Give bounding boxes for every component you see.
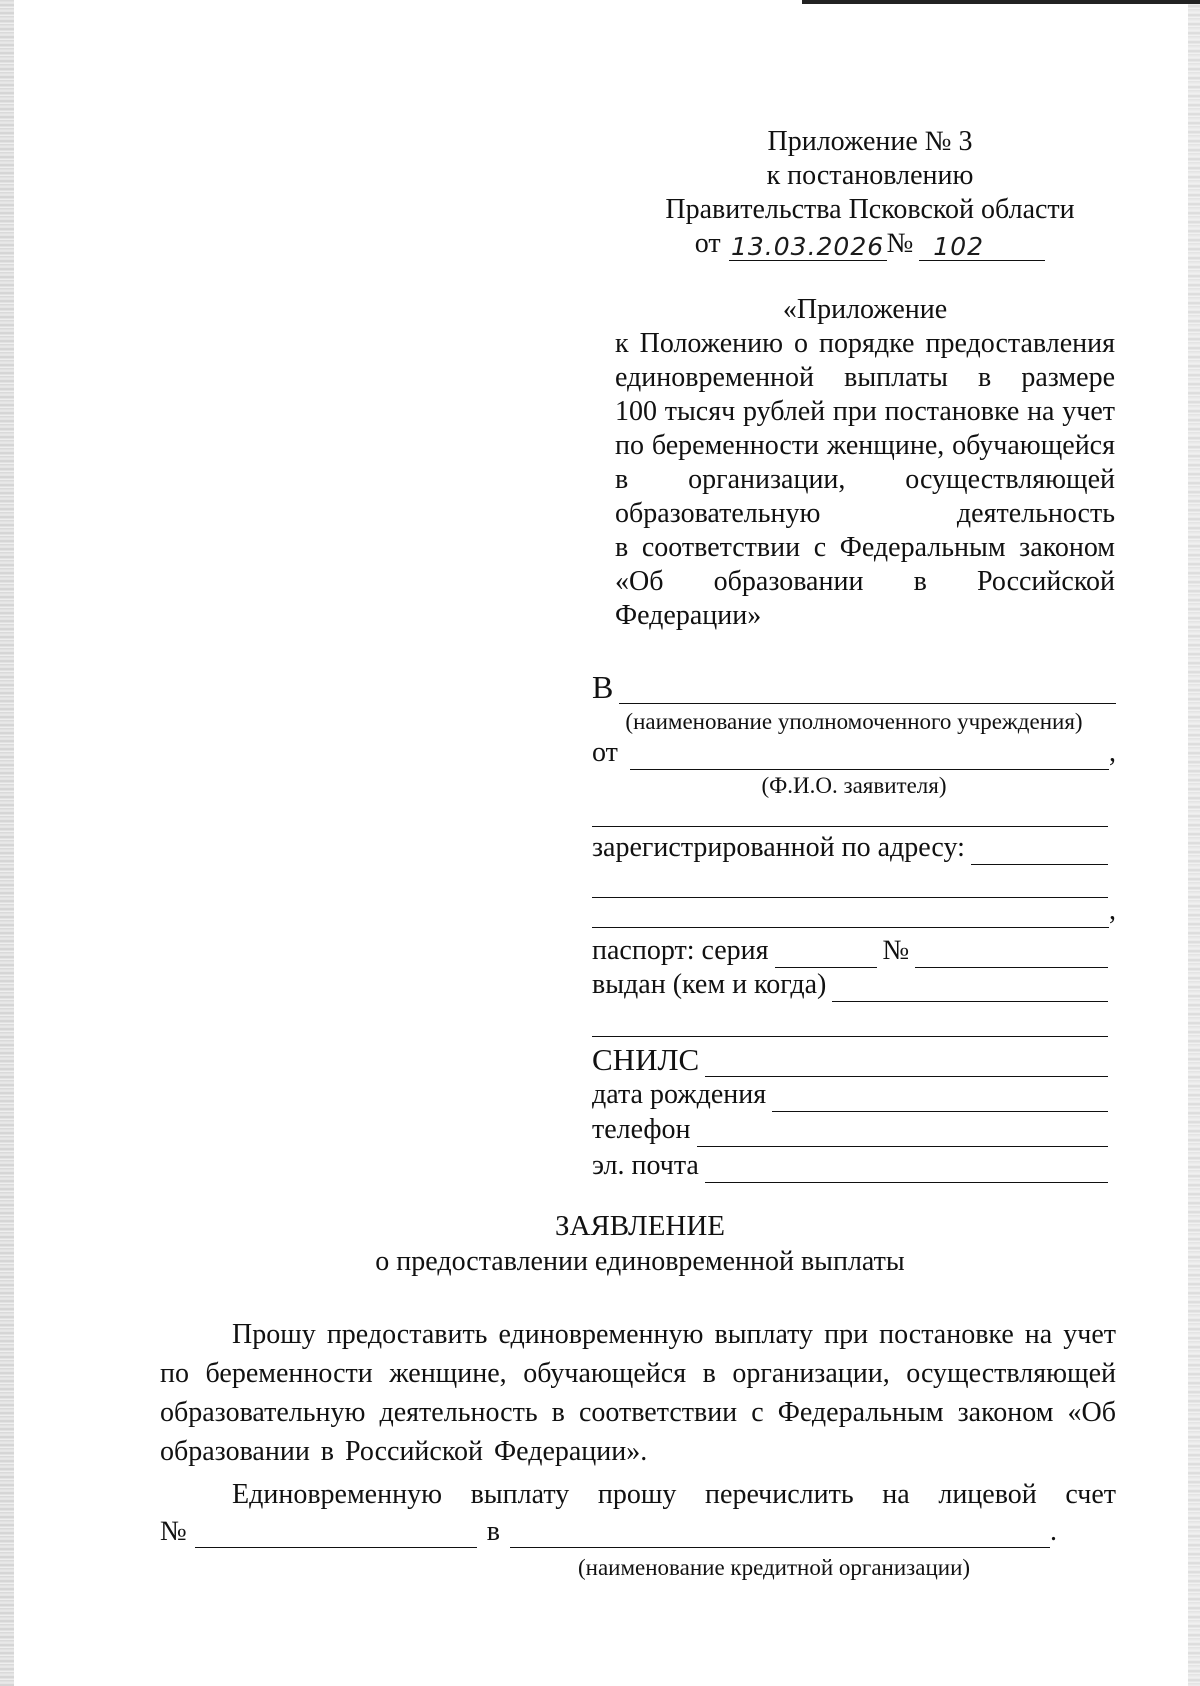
regulation-line-6: образовательную деятельность [615, 498, 1115, 529]
applicant-comma: , [1109, 737, 1116, 768]
institution-field[interactable] [619, 677, 1116, 704]
institution-row [592, 668, 1116, 704]
statement-title: ЗАЯВЛЕНИЕ [554, 1210, 726, 1242]
from-label: от [694, 228, 721, 259]
passport-row [592, 928, 1116, 968]
to-decree-line: к постановлению [766, 160, 974, 191]
applicant-fio-field[interactable] [630, 743, 1109, 770]
address-line-2[interactable] [592, 865, 1108, 898]
phone-label: телефон [592, 1114, 691, 1145]
applicant-fio-field-continued[interactable] [592, 800, 1108, 827]
phone-row [592, 1112, 1116, 1147]
address-line-3[interactable] [592, 901, 1109, 928]
regulation-block [615, 293, 1115, 633]
passport-number-field[interactable] [915, 941, 1108, 968]
snils-row [592, 1037, 1116, 1077]
issued-row [592, 968, 1116, 1002]
bank-name-field[interactable] [510, 1521, 1050, 1548]
number-sign: № [886, 228, 914, 259]
regulation-line-5: в организации, осуществляющей [615, 464, 1115, 495]
regulation-line-8: «Об образовании в Российской [615, 566, 1115, 597]
statement-subtitle: о предоставлении единовременной выплаты [375, 1246, 905, 1277]
email-label: эл. почта [592, 1150, 699, 1181]
birth-date-row [592, 1077, 1116, 1112]
decree-date-handwritten: 13.03.2026 [731, 232, 885, 261]
email-row [592, 1147, 1116, 1183]
decree-number-handwritten: 102 [933, 232, 985, 261]
snils-field[interactable] [705, 1050, 1108, 1077]
institution-caption: (наименование уполномоченного учреждения) [625, 709, 1083, 734]
registered-row [592, 827, 1116, 865]
registered-address-field[interactable] [971, 838, 1108, 865]
passport-number-label: № [882, 935, 910, 966]
regulation-line-3: 100 тысяч рублей при постановке на учет [615, 396, 1115, 427]
passport-series-label: паспорт: серия [592, 935, 769, 966]
regulation-line-4: по беременности женщине, обучающейся [615, 430, 1115, 461]
account-period: . [1049, 1516, 1057, 1547]
birth-date-field[interactable] [772, 1085, 1108, 1112]
statement-body [160, 1315, 1116, 1582]
bank-caption: (наименование кредитной организации) [578, 1555, 971, 1580]
addressee-block [592, 668, 1116, 1183]
from-label: от [592, 737, 618, 768]
regulation-line-9: Федерации» [615, 600, 762, 631]
account-number-field[interactable] [195, 1521, 477, 1548]
birth-date-label: дата рождения [592, 1079, 767, 1110]
fio-caption: (Ф.И.О. заявителя) [761, 773, 947, 798]
appendix-line: Приложение № 3 [767, 126, 973, 157]
regulation-title: «Приложение [782, 294, 948, 325]
regulation-line-2: единовременной выплаты в размере [615, 362, 1115, 393]
header-block [640, 125, 1100, 261]
scan-top-bar [802, 0, 1200, 4]
scan-edge-right [1188, 0, 1200, 1686]
issued-field-continued[interactable] [592, 1002, 1108, 1037]
to-label: В [592, 669, 614, 705]
in-label: в [486, 1516, 500, 1547]
phone-field[interactable] [697, 1120, 1108, 1147]
passport-series-field[interactable] [775, 941, 877, 968]
account-row [160, 1514, 1116, 1548]
decree-date-line [640, 227, 1100, 261]
issued-field[interactable] [832, 975, 1108, 1002]
address-comma: , [1109, 895, 1116, 926]
government-line: Правительства Псковской области [665, 194, 1075, 225]
regulation-line-7: в соответствии с Федеральным законом [615, 532, 1115, 563]
snils-label: СНИЛС [592, 1042, 700, 1077]
statement-paragraph-1: Прошу предоставить единовременную выплату при постановке на учет по беременности женщине, обучающейся в организации, осуществляющей образовательную деятельность в соответствии с Федеральным законом «Об образовании в Российской Федерации». [160, 1319, 1116, 1467]
account-number-label: № [160, 1516, 187, 1547]
applicant-row [592, 736, 1116, 770]
decree-date-field [729, 230, 887, 261]
issued-label: выдан (кем и когда) [592, 969, 827, 1000]
email-field[interactable] [705, 1156, 1108, 1183]
regulation-line-1: к Положению о порядке предоставления [615, 328, 1115, 359]
decree-number-field [919, 230, 1045, 261]
statement-paragraph-2: Единовременную выплату прошу перечислить на лицевой счет [232, 1479, 1116, 1510]
scan-edge-left [0, 0, 14, 1686]
address-row-3 [592, 895, 1116, 928]
registered-label: зарегистрированной по адресу: [592, 832, 965, 863]
